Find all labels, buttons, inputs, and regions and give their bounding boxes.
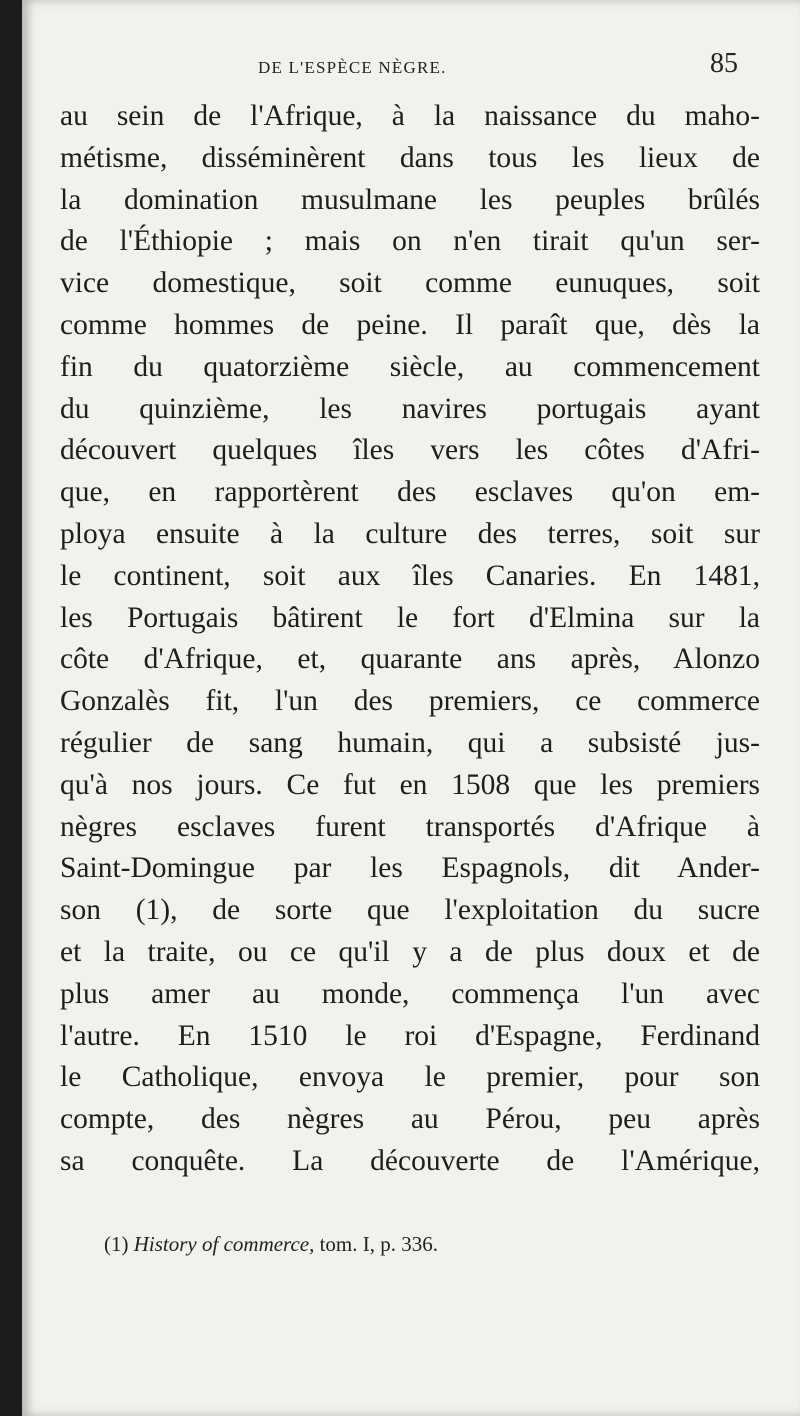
text-line: Gonzalès fit, l'un des premiers, ce commerce (60, 685, 760, 718)
text-line: et la traite, ou ce qu'il y a de plus doux et de (60, 935, 760, 968)
text-line: plus amer au monde, commença l'un avec (60, 977, 760, 1010)
text-line: métisme, disséminèrent dans tous les lieux de (60, 141, 760, 174)
text-line: les Portugais bâtirent le fort d'Elmina sur la (60, 601, 760, 634)
text-line: au sein de l'Afrique, à la naissance du maho- (60, 100, 760, 132)
book-page (22, 0, 800, 1416)
page-header (22, 48, 800, 88)
body-text (60, 96, 760, 1183)
text-line: compte, des nègres au Pérou, peu après (60, 1103, 760, 1136)
text-line: sa conquête. La découverte de l'Amérique, (60, 1144, 760, 1177)
text-line: le Catholique, envoya le premier, pour son (60, 1061, 760, 1094)
page-number: 85 (710, 48, 738, 79)
text-line: que, en rapportèrent des esclaves qu'on em- (60, 476, 760, 509)
text-line: la domination musulmane les peuples brûlés (60, 183, 760, 216)
text-line: nègres esclaves furent transportés d'Afrique à (60, 810, 760, 843)
text-line: son (1), de sorte que l'exploitation du sucre (60, 894, 760, 927)
text-line: du quinzième, les navires portugais ayant (60, 392, 760, 425)
footnote-marker: (1) (104, 1232, 129, 1256)
running-head: DE L'ESPÈCE NÈGRE. (258, 58, 447, 77)
footnote-title: History of commerce, (133, 1232, 315, 1256)
text-line: fin du quatorzième siècle, au commencement (60, 350, 760, 383)
text-line: comme hommes de peine. Il paraît que, dès la (60, 308, 760, 341)
text-line: Saint-Domingue par les Espagnols, dit Ander- (60, 852, 760, 885)
text-line: vice domestique, soit comme eunuques, soit (60, 267, 760, 300)
text-line: ploya ensuite à la culture des terres, soit sur (60, 517, 760, 550)
text-line: côte d'Afrique, et, quarante ans après, Alonzo (60, 643, 760, 676)
text-line: qu'à nos jours. Ce fut en 1508 que les premiers (60, 768, 760, 801)
text-line: découvert quelques îles vers les côtes d'Afri- (60, 434, 760, 467)
text-line: de l'Éthiopie ; mais on n'en tirait qu'un ser- (60, 225, 760, 258)
text-line: le continent, soit aux îles Canaries. En 1481, (60, 559, 760, 592)
footnote (104, 1232, 744, 1257)
text-line: l'autre. En 1510 le roi d'Espagne, Ferdinand (60, 1019, 760, 1052)
text-line: régulier de sang humain, qui a subsisté jus- (60, 726, 760, 759)
footnote-reference: tom. I, p. 336. (319, 1232, 439, 1256)
